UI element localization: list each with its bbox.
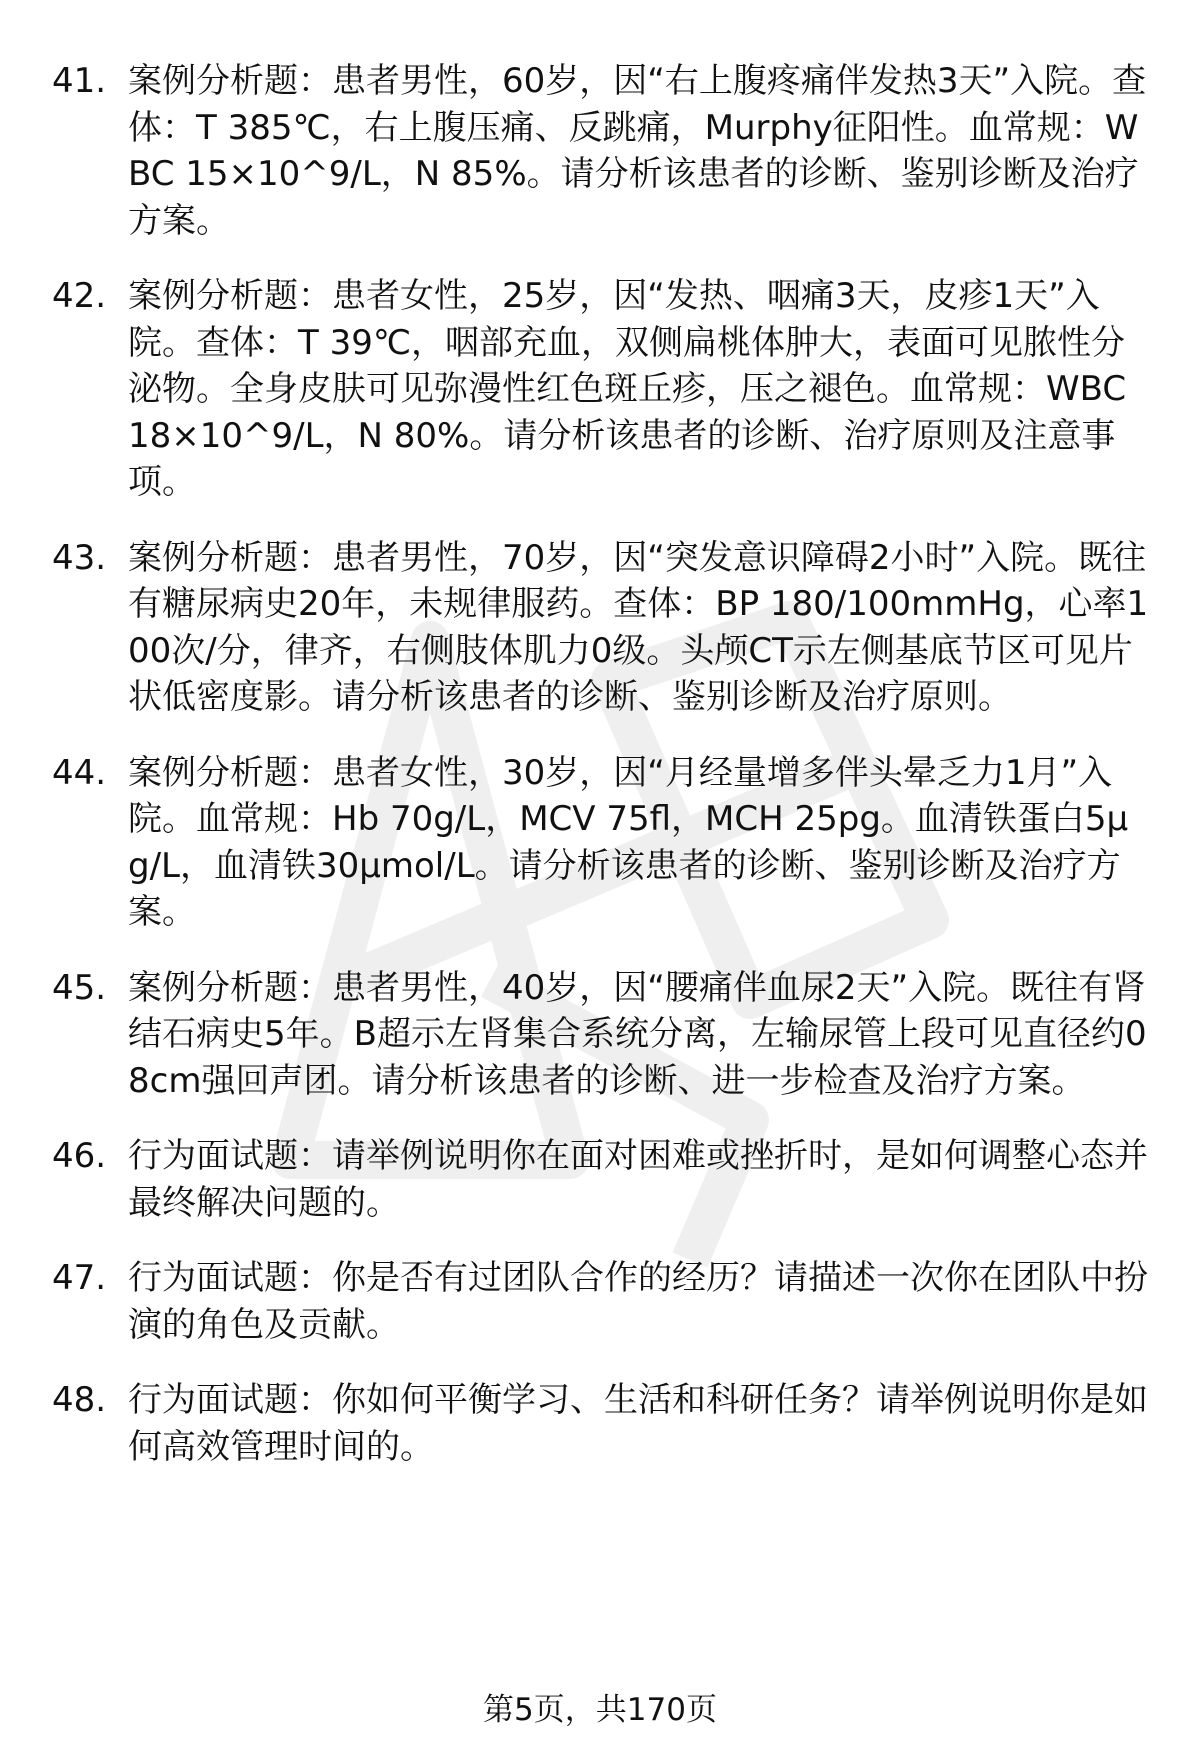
question-number: 47.	[52, 1258, 107, 1298]
question-item-43	[52, 535, 1152, 721]
question-number: 44.	[52, 752, 107, 793]
question-number: 42.	[52, 276, 107, 316]
question-list	[52, 58, 1152, 1499]
question-number: 43.	[52, 537, 107, 578]
question-number: 45.	[52, 967, 107, 1008]
question-text: 行为面试题：你如何平衡学习、生活和科研任务？请举例说明你是如何高效管理时间的。	[128, 1380, 1148, 1467]
question-text: 案例分析题：患者男性，70岁，因“突发意识障碍2小时”入院。既往有糖尿病史20年，未规律服药。查体：BP 180/100mmHg，心率100次/分，律齐，右侧肢体肌力0级。头颅CT示左侧基底节区可见片状低密度影。请分析该患者的诊断、鉴别诊断及治疗原则。	[128, 537, 1149, 717]
question-item-45	[52, 965, 1152, 1105]
question-text: 案例分析题：患者男性，40岁，因“腰痛伴血尿2天”入院。既往有肾结石病史5年。B超示左肾集合系统分离，左输尿管上段可见直径约08cm强回声团。请分析该患者的诊断、进一步检查及治疗方案。	[128, 967, 1147, 1101]
question-text: 行为面试题：你是否有过团队合作的经历？请描述一次你在团队中扮演的角色及贡献。	[128, 1258, 1148, 1345]
question-text: 案例分析题：患者女性，25岁，因“发热、咽痛3天，皮疹1天”入院。查体：T 39℃，咽部充血，双侧扁桃体肿大，表面可见脓性分泌物。全身皮肤可见弥漫性红色斑丘疹，压之褪色。血常规：WBC 18×10^9/L，N 80%。请分析该患者的诊断、治疗原则及注意事项。	[128, 276, 1127, 502]
question-number: 48.	[52, 1380, 107, 1420]
question-item-41	[52, 58, 1152, 244]
question-text: 案例分析题：患者女性，30岁，因“月经量增多伴头晕乏力1月”入院。血常规：Hb 70g/L，MCV 75fl，MCH 25pg。血清铁蛋白5μg/L，血清铁30μmol/L。请分析该患者的诊断、鉴别诊断及治疗方案。	[128, 752, 1129, 932]
question-text: 案例分析题：患者男性，60岁，因“右上腹疼痛伴发热3天”入院。查体：T 385℃，右上腹压痛、反跳痛，Murphy征阳性。血常规：WBC 15×10^9/L，N 85%。请分析该患者的诊断、鉴别诊断及治疗方案。	[128, 61, 1147, 241]
page-number-footer: 第5页，共170页	[483, 1692, 717, 1728]
question-item-44	[52, 750, 1152, 936]
question-number: 46.	[52, 1136, 107, 1176]
question-number: 41.	[52, 61, 107, 101]
question-text: 行为面试题：请举例说明你在面对困难或挫折时，是如何调整心态并最终解决问题的。	[128, 1136, 1148, 1223]
question-item-48	[52, 1377, 1152, 1470]
question-item-46	[52, 1133, 1152, 1226]
question-item-42	[52, 273, 1152, 506]
question-item-47	[52, 1255, 1152, 1348]
